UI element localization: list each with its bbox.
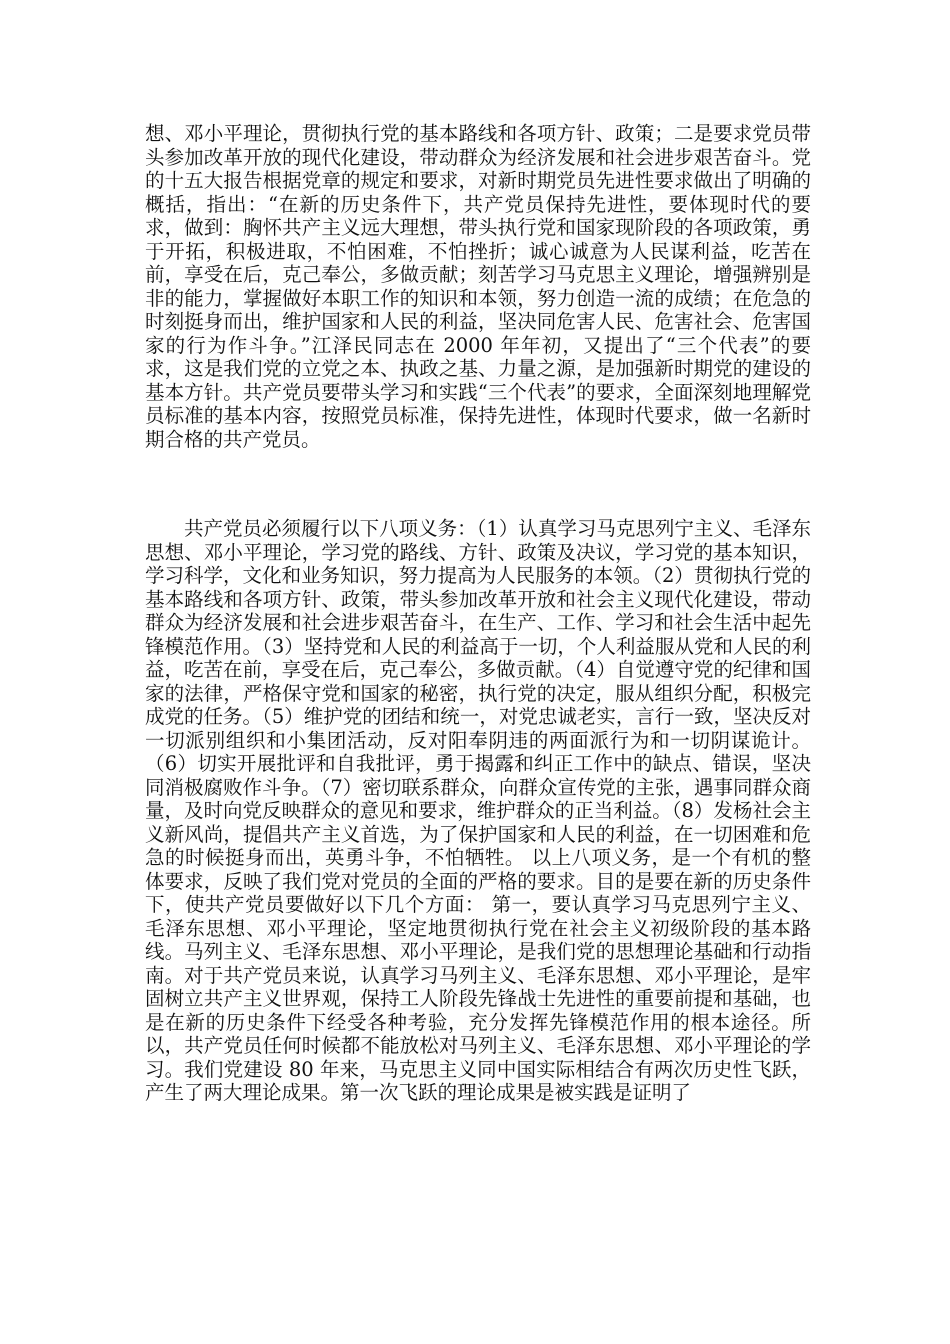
paragraph-eight-obligations: 共产党员必须履行以下八项义务：（1）认真学习马克思列宁主义、毛泽东思想、邓小平理论，学习党的路线、方针、政策及决议，学习党的基本知识，学习科学，文化和业务知识，努力提高为人民服务的本领。（2）贯彻执行党的基本路线和各项方针、政策，带头参加改革开放和社会主义现代化建设，带动群众为经济发展和社会进步艰苦奋斗，在生产、工作、学习和社会生活中起先锋模范作用。（3）坚持党和人民的利益高于一切，个人利益服从党和人民的利益，吃苦在前，享受在后，克己奉公，多做贡献。（4）自觉遵守党的纪律和国家的法律，严格保守党和国家的秘密，执行党的决定，服从组织分配，积极完成党的任务。（5）维护党的团结和统一，对党忠诚老实，言行一致，坚决反对一切派别组织和小集团活动，反对阳奉阴违的两面派行为和一切阴谋诡计。（6）切实开展批评和自我批评，勇于揭露和纠正工作中的缺点、错误，坚决同消极腐败作斗争。（7）密切联系群众，向群众宣传党的主张，遇事同群众商量，及时向党反映群众的意见和要求，维护群众的正当利益。（8）发杨社会主义新风尚，提倡共产主义首选，为了保护国家和人民的利益，在一切困难和危急的时候挺身而出，英勇斗争，不怕牺牲。 以上八项义务，是一个有机的整体要求，反映了我们党对党员的全面的严格的要求。目的是要在新的历史条件下，使共产党员要做好以下几个方面： 第一，要认真学习马克思列宁主义、毛泽东思想、邓小平理论，坚定地贯彻执行党在社会主义初级阶段的基本路线。马列主义、毛泽东思想、邓小平理论，是我们党的思想理论基础和行动指南。对于共产党员来说，认真学习马列主义、毛泽东思想、邓小平理论，是牢固树立共产主义世界观，保持工人阶段先锋战士先进性的重要前提和基础，也是在新的历史条件下经受各种考验，充分发挥先锋模范作用的根本途径。所以，共产党员任何时候都不能放松对马列主义、毛泽东思想、邓小平理论的学习。我们党建设 80 年来，马克思主义同中国实际相结合有两次历史性飞跃，产生了两大理论成果。第一次飞跃的理论成果是被实践是证明了: [145, 517, 811, 1104]
paragraph-party-member-advanced-nature: 想、邓小平理论，贯彻执行党的基本路线和各项方针、政策；二是要求党员带头参加改革开放的现代化建设，带动群众为经济发展和社会进步艰苦奋斗。党的十五大报告根据党章的规定和要求，对新时期党员先进性要求做出了明确的概括，指出：“在新的历史条件下，共产党员保持先进性，要体现时代的要求，做到：胸怀共产主义远大理想，带头执行党和国家现阶段的各项政策，勇于开拓，积极进取，不怕困难，不怕挫折；诚心诚意为人民谋利益，吃苦在前，享受在后，克己奉公，多做贡献；刻苦学习马克思主义理论，增强辨别是非的能力，掌握做好本职工作的知识和本领，努力创造一流的成绩；在危急的时刻挺身而出，维护国家和人民的利益，坚决同危害人民、危害社会、危害国家的行为作斗争。”江泽民同志在 2000 年年初，又提出了“三个代表”的要求，这是我们党的立党之本、执政之基、力量之源，是加强新时期党的建设的基本方针。共产党员要带头学习和实践“三个代表”的要求，全面深刻地理解党员标准的基本内容，按照党员标准，保持先进性，体现时代要求，做一名新时期合格的共产党员。: [145, 122, 811, 451]
